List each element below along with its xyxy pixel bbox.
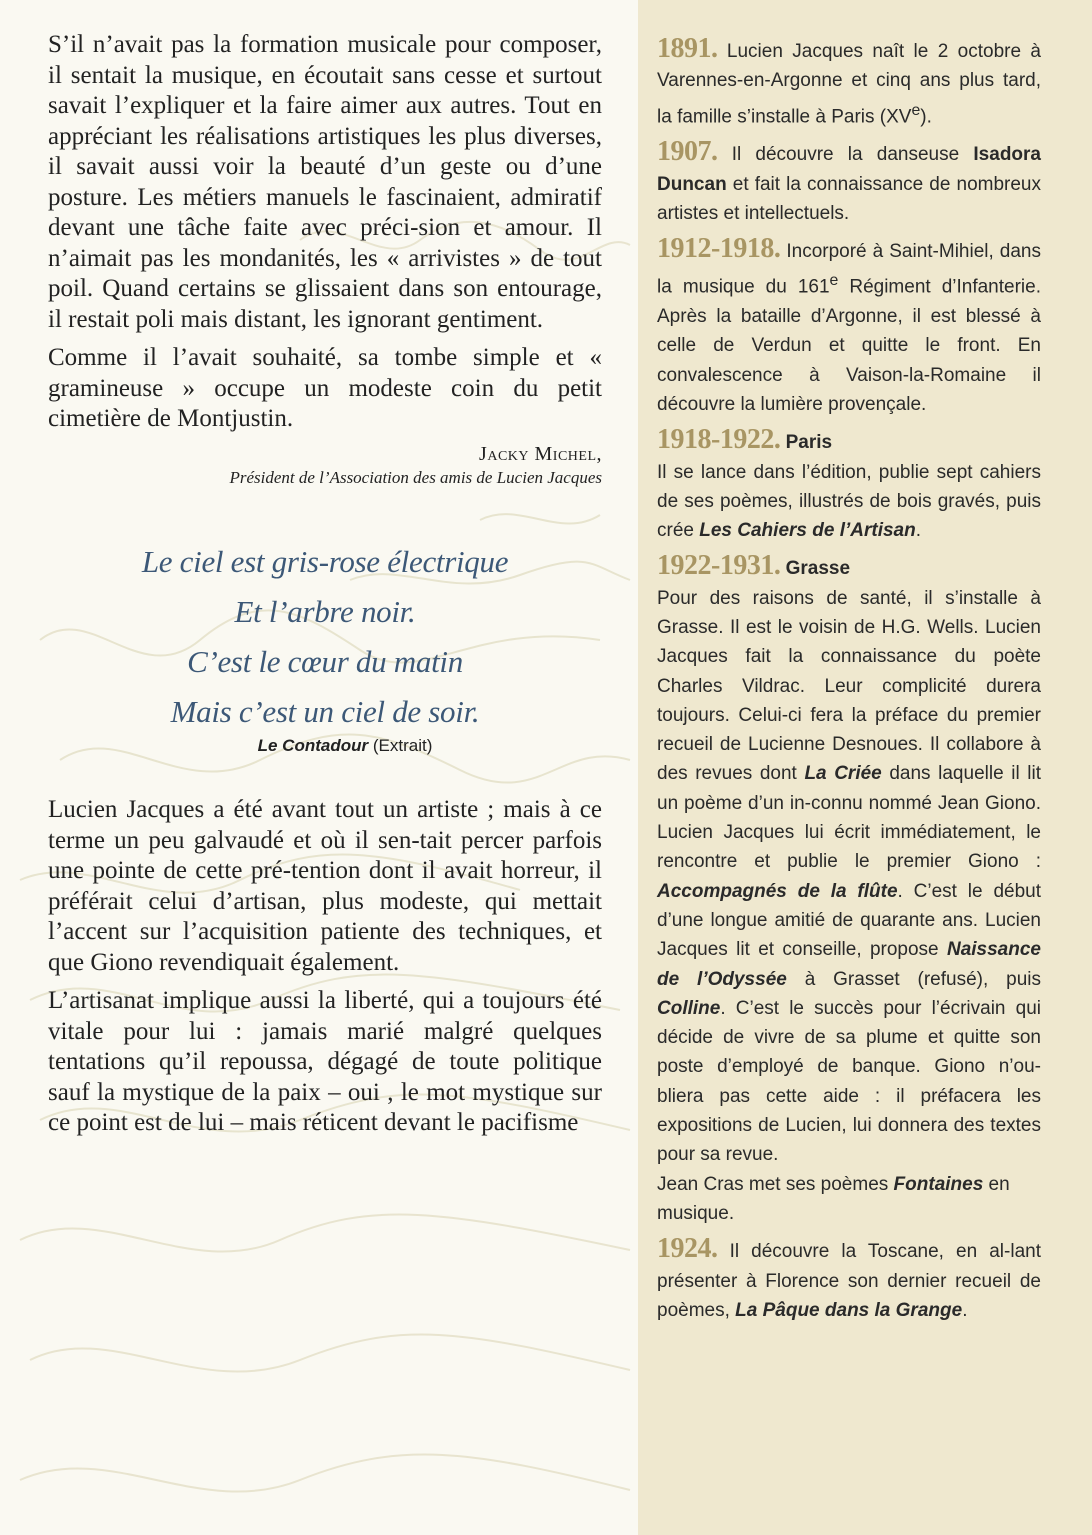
paragraph-liberty: L’artisanat implique aussi la liberté, qui a toujours été vitale pour lui : jamais marié malgré quelques tentations qu’il repoussa, dégagé de toute politique sauf la mystique de la paix – oui , le mot mystique sur ce point est de lui – mais réticent devant le pacifisme	[48, 987, 602, 1136]
book-title: La Criée	[804, 763, 882, 785]
timeline-year: 1891.	[657, 33, 718, 64]
timeline-entry-1912	[657, 234, 1041, 419]
timeline-year: 1907.	[657, 136, 718, 168]
book-title: Fontaines	[893, 1173, 984, 1195]
book-title: Les Cahiers de l’Artisan	[699, 520, 916, 542]
timeline-place: Grasse	[780, 558, 851, 580]
timeline-text: Incorporé à Saint-Mihiel, dans la musique du 161	[657, 241, 1041, 298]
paragraph-artisan: Lucien Jacques a été avant tout un artiste ; mais à ce terme un peu galvaudé et où il sen-tait percer parfois une pointe de cette pré-tention dont il avait horreur, il préférait celui d’artisan, plus modeste, qui mettait l’accent sur l’acquisition patiente des techniques, et que Giono revendiquait également.	[48, 796, 602, 976]
timeline-text: à Grasset (refusé), puis	[786, 968, 1041, 990]
book-title: Naissance de l’Odyssée	[657, 939, 1041, 990]
poem-line-1: Le ciel est gris-rose électrique	[141, 543, 509, 579]
timeline	[657, 34, 1041, 1331]
timeline-text: Lucien Jacques naît le 2 octobre à Varennes-en-Argonne et cinq ans plus tard, la famille s’installe à Paris (XV	[657, 41, 1041, 127]
timeline-text: . C’est le début d’une longue amitié de quarante ans. Lucien Jacques lit et conseille, propose	[657, 880, 1041, 961]
poem-line-4: Mais c’est un ciel de soir.	[170, 693, 480, 729]
timeline-text: Régiment d’Infanterie. Après la bataille d’Argonne, il est blessé à celle de Verdun et quitte le front. En convalescence à Vaison-la-Romaine il découvre la lumière provençale.	[657, 276, 1041, 415]
timeline-text: en musique.	[657, 1173, 1010, 1224]
timeline-text: Il découvre la Toscane, en al-lant présenter à Florence son dernier recueil de poèmes,	[657, 1241, 1041, 1321]
signature	[48, 441, 602, 489]
paragraph-tomb: Comme il l’avait souhaité, sa tombe simple et « gramineuse » occupe un modeste coin du petit cimetière de Montjustin.	[48, 344, 602, 432]
timeline-year: 1922-1931.	[657, 550, 781, 582]
timeline-text: ).	[920, 105, 932, 127]
poem-excerpt	[48, 537, 602, 762]
timeline-place: Paris	[780, 432, 833, 454]
timeline-entry-1922	[657, 551, 1041, 1228]
timeline-text: Il découvre la danseuse	[717, 144, 974, 166]
timeline-entry-1918	[657, 425, 1041, 545]
timeline-text: et fait la connaissance de nombreux artistes et intellectuels.	[657, 173, 1041, 224]
poem-note: (Extrait)	[372, 735, 433, 755]
book-title: Colline	[657, 997, 721, 1019]
timeline-text: .	[915, 520, 921, 542]
timeline-entry-1891	[657, 34, 1041, 131]
timeline-text: dans laquelle il lit un poème d’un in-connu nommé Jean Giono. Lucien Jacques lui écrit immédiatement, le rencontre et publie le premier Giono :	[657, 763, 1042, 873]
timeline-text: . C’est le succès pour l’écrivain qui décide de vivre de sa plume et quitte son poste d’employé de banque. Giono n’ou-bliera pas cette aide : il préfacera les expositions de Lucien, lui donnera des textes pour sa revue.	[657, 997, 1041, 1166]
timeline-year: 1918-1922.	[657, 424, 781, 456]
timeline-entry-1924	[657, 1234, 1041, 1325]
timeline-text: .	[962, 1299, 968, 1321]
timeline-entry-1907	[657, 137, 1041, 228]
poem-line-3: C’est le cœur du matin	[187, 643, 463, 679]
person-name: Isadora Duncan	[657, 144, 1041, 195]
paragraph-music: S’il n’avait pas la formation musicale pour composer, il sentait la musique, en écoutait sans cesse et surtout savait l’expliquer et la faire aimer aux autres. Tout en appréciant les réalisations artistiques les plus diverses, il savait aussi voir la beauté d’un geste ou d’une posture. Les métiers manuels le fascinaient, admiratif devant une tâche faite avec préci-sion et amour. Il n’aimait pas les mondanités, les « arrivistes » de tout poil. Quand certains se glissaient dans son entourage, il restait poli mais distant, les ignorant gentiment.	[48, 31, 602, 333]
superscript: e	[829, 272, 839, 290]
book-title: La Pâque dans la Grange	[735, 1299, 963, 1321]
signature-name: Jacky Michel,	[479, 442, 602, 465]
timeline-text: Pour des raisons de santé, il s’installe à Grasse. Il est le voisin de H.G. Wells. Lucien Jacques fait la connaissance du poète Charles Vildrac. Leur complicité durera toujours. Celui-ci fera la préface du premier recueil de Lucienne Desnoues. Il collabore à des revues dont	[657, 587, 1041, 785]
poem-line-2: Et l’arbre noir.	[234, 593, 416, 629]
superscript: e	[911, 101, 921, 119]
timeline-year: 1912-1918.	[657, 233, 781, 265]
poem-source	[48, 731, 602, 762]
poem-title: Le Contadour	[257, 735, 369, 755]
book-title: Accompagnés de la flûte	[657, 880, 898, 902]
signature-role: Président de l’Association des amis de Lucien Jacques	[229, 467, 602, 487]
timeline-text: Jean Cras met ses poèmes	[657, 1173, 894, 1195]
timeline-year: 1924.	[657, 1233, 718, 1265]
timeline-text: Il se lance dans l’édition, publie sept cahiers de ses poèmes, illustrés de bois gravés, puis crée	[657, 461, 1041, 542]
article-column	[48, 30, 602, 1147]
